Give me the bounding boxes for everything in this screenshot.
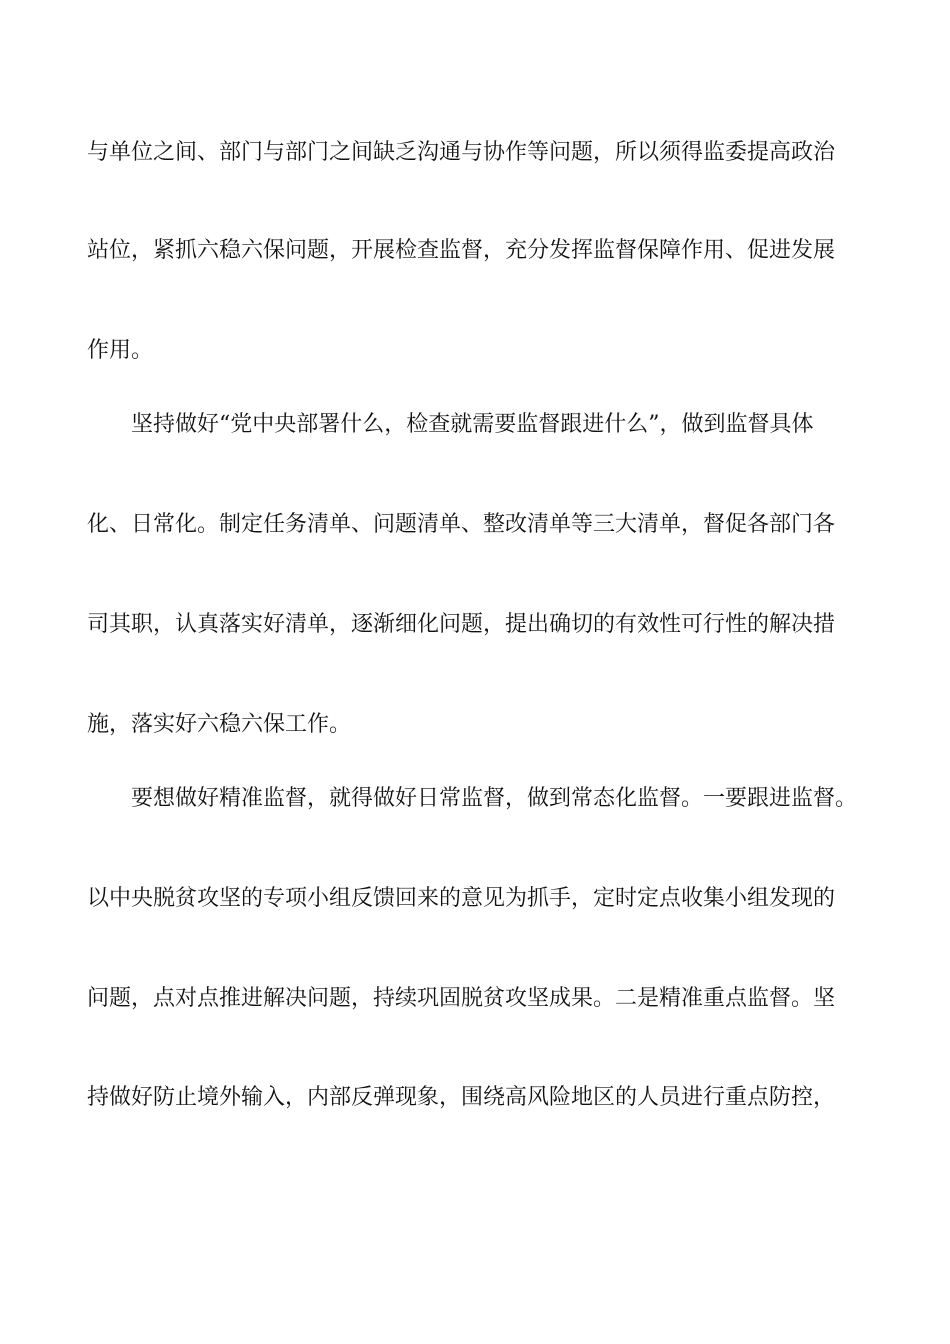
paragraph-2-line-2: 化、日常化。制定任务清单、问题清单、整改清单等三大清单，督促各部门各	[87, 512, 836, 537]
paragraph-2-line-3: 司其职，认真落实好清单，逐渐细化问题，提出确切的有效性可行性的解决措	[87, 612, 836, 637]
paragraph-3-line-4: 持做好防止境外输入，内部反弹现象，围绕高风险地区的人员进行重点防控，	[87, 1085, 836, 1110]
paragraph-3-line-3: 问题，点对点推进解决问题，持续巩固脱贫攻坚成果。二是精准重点监督。坚	[87, 986, 836, 1011]
paragraph-2-line-4: 施，落实好六稳六保工作。	[87, 712, 352, 737]
paragraph-3-line-2: 以中央脱贫攻坚的专项小组反馈回来的意见为抓手，定时定点收集小组发现的	[87, 886, 836, 911]
paragraph-1-line-2: 站位，紧抓六稳六保问题，开展检查监督，充分发挥监督保障作用、促进发展	[87, 238, 836, 263]
paragraph-3-line-1: 要想做好精准监督，就得做好日常监督，做到常态化监督。一要跟进监督。	[131, 786, 858, 811]
paragraph-1-line-1: 与单位之间、部门与部门之间缺乏沟通与协作等问题，所以须得监委提高政治	[87, 140, 836, 165]
paragraph-1-line-3: 作用。	[87, 338, 154, 363]
paragraph-2-line-1: 坚持做好“党中央部署什么，检查就需要监督跟进什么”，做到监督具体	[131, 412, 814, 437]
